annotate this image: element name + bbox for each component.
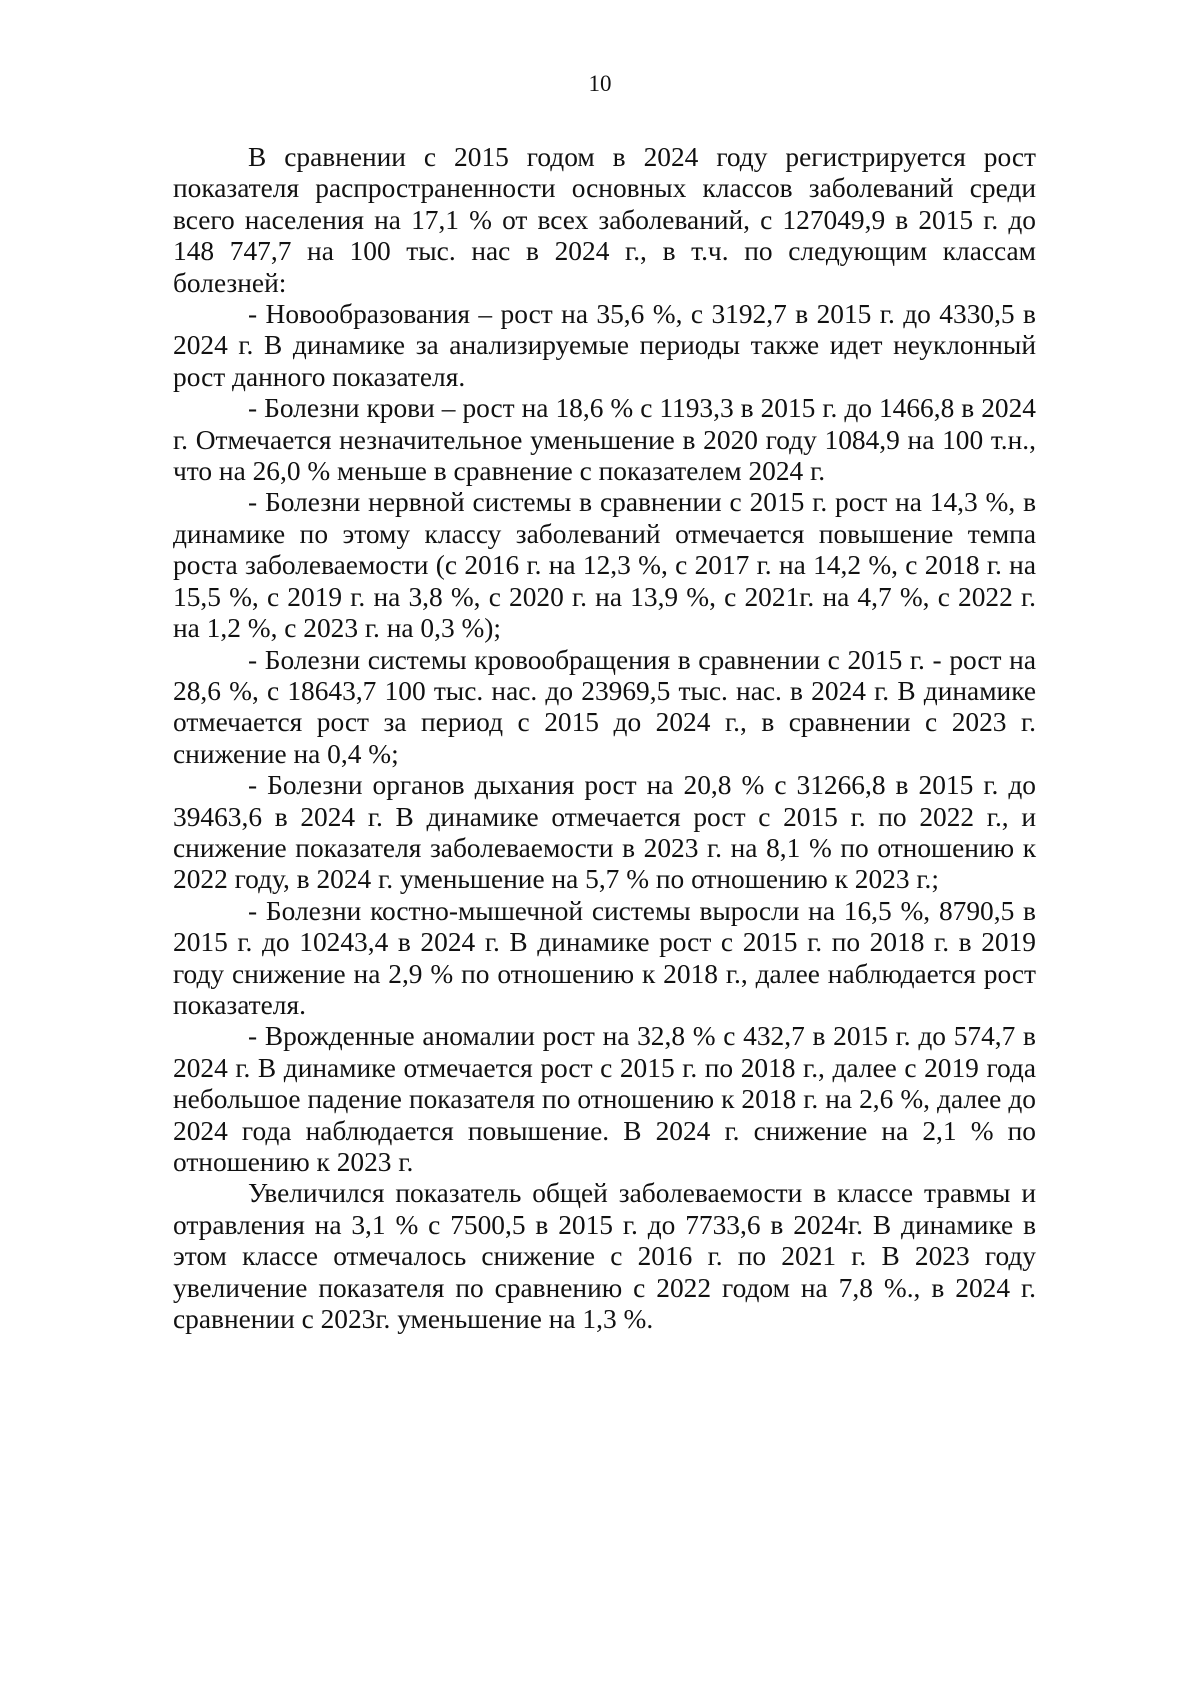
paragraph-injuries-poisoning: Увеличился показатель общей заболеваемости в классе травмы и отравления на 3,1 % с 7500,5 в 2015 г. до 7733,6 в 2024г. В динамике в этом классе отмечалось снижение с 2016 г. по 2021 г. В 2023 году увеличение показателя по сравнению с 2022 годом на 7,8 %., в 2024 г. сравнении с 2023г. уменьшение на 1,3 %. bbox=[173, 1178, 1036, 1335]
document-body bbox=[173, 142, 1036, 1335]
paragraph-musculoskeletal-system: - Болезни костно-мышечной системы выросли на 16,5 %, 8790,5 в 2015 г. до 10243,4 в 2024 г. В динамике рост с 2015 г. по 2018 г. в 2019 году снижение на 2,9 % по отношению к 2018 г., далее наблюдается рост показателя. bbox=[173, 895, 1036, 1020]
paragraph-respiratory-organs: - Болезни органов дыхания рост на 20,8 % с 31266,8 в 2015 г. до 39463,6 в 2024 г. В динамике отмечается рост с 2015 г. по 2022 г., и снижение показателя заболеваемости в 2023 г. на 8,1 % по отношению к 2022 году, в 2024 г. уменьшение на 5,7 % по отношению к 2023 г.; bbox=[173, 770, 1036, 895]
paragraph-circulatory-system: - Болезни системы кровообращения в сравнении с 2015 г. - рост на 28,6 %, с 18643,7 100 тыс. нас. до 23969,5 тыс. нас. в 2024 г. В динамике отмечается рост за период с 2015 до 2024 г., в сравнении с 2023 г. снижение на 0,4 %; bbox=[173, 644, 1036, 769]
page-number: 10 bbox=[588, 71, 612, 96]
paragraph-congenital-anomalies: - Врожденные аномалии рост на 32,8 % с 432,7 в 2015 г. до 574,7 в 2024 г. В динамике отмечается рост с 2015 г. по 2018 г., далее с 2019 года небольшое падение показателя по отношению к 2018 г. на 2,6 %, далее до 2024 года наблюдается повышение. В 2024 г. снижение на 2,1 % по отношению к 2023 г. bbox=[173, 1021, 1036, 1177]
paragraph-blood-diseases: - Болезни крови – рост на 18,6 % с 1193,3 в 2015 г. до 1466,8 в 2024 г. Отмечается незначительное уменьшение в 2020 году 1084,9 на 100 т.н., что на 26,0 % меньше в сравнение с показателем 2024 г. bbox=[173, 393, 1036, 487]
paragraph-intro: В сравнении с 2015 годом в 2024 году регистрируется рост показателя распространенности основных классов заболеваний среди всего населения на 17,1 % от всех заболеваний, с 127049,9 в 2015 г. до 148 747,7 на 100 тыс. нас в 2024 г., в т.ч. по следующим классам болезней: bbox=[173, 142, 1036, 298]
paragraph-nervous-system: - Болезни нервной системы в сравнении с 2015 г. рост на 14,3 %, в динамике по этому классу заболеваний отмечается повышение темпа роста заболеваемости (с 2016 г. на 12,3 %, с 2017 г. на 14,2 %, с 2018 г. на 15,5 %, с 2019 г. на 3,8 %, с 2020 г. на 13,9 %, с 2021г. на 4,7 %, с 2022 г. на 1,2 %, с 2023 г. на 0,3 %); bbox=[173, 487, 1036, 644]
paragraph-neoplasms: - Новообразования – рост на 35,6 %, с 3192,7 в 2015 г. до 4330,5 в 2024 г. В динамике за анализируемые периоды также идет неуклонный рост данного показателя. bbox=[173, 299, 1036, 392]
